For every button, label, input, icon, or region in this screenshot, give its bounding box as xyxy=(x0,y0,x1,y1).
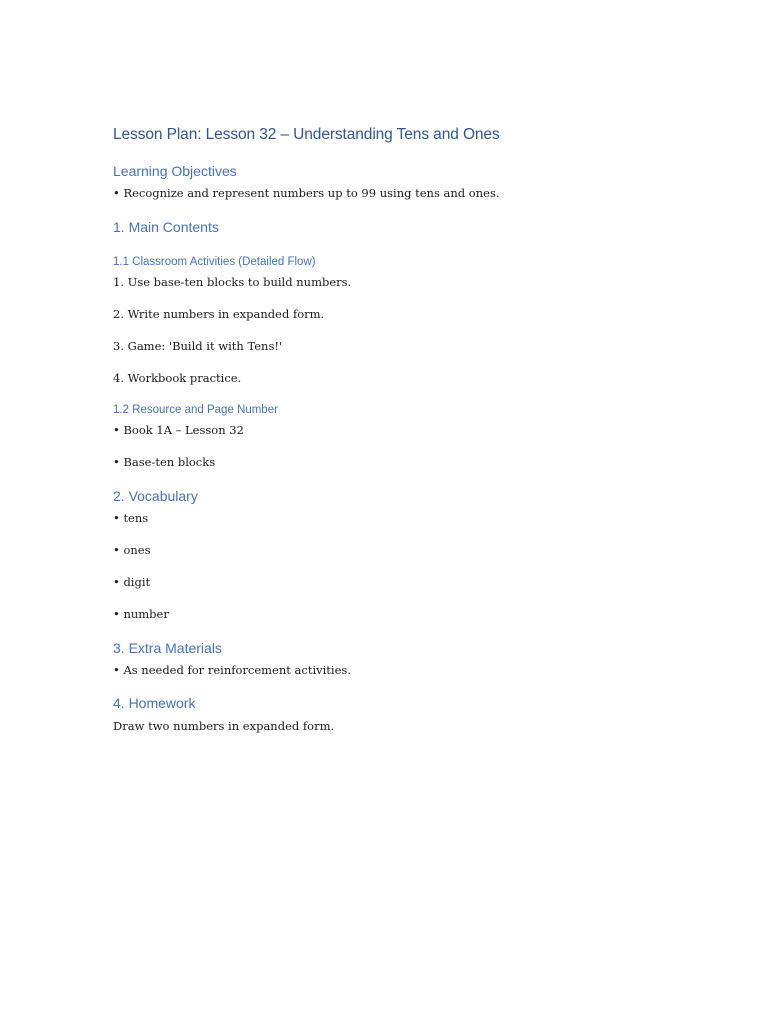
vocabulary-item: • tens xyxy=(113,511,149,525)
activity-item: 1. Use base-ten blocks to build numbers. xyxy=(113,275,352,289)
learning-objectives-heading: Learning Objectives xyxy=(113,163,237,179)
vocabulary-item: • ones xyxy=(113,543,151,557)
activity-item: 3. Game: 'Build it with Tens!' xyxy=(113,339,283,353)
resource-item: • Book 1A – Lesson 32 xyxy=(113,423,244,437)
vocabulary-item: • number xyxy=(113,607,169,621)
homework-heading: 4. Homework xyxy=(113,695,196,711)
vocabulary-heading: 2. Vocabulary xyxy=(113,488,198,504)
activity-item: 4. Workbook practice. xyxy=(113,371,242,385)
main-contents-heading: 1. Main Contents xyxy=(113,219,219,235)
extra-materials-heading: 3. Extra Materials xyxy=(113,640,222,656)
resource-heading: 1.2 Resource and Page Number xyxy=(113,404,278,416)
extra-materials-item: • As needed for reinforcement activities. xyxy=(113,663,351,677)
classroom-activities-heading: 1.1 Classroom Activities (Detailed Flow) xyxy=(113,256,316,268)
activity-item: 2. Write numbers in expanded form. xyxy=(113,307,325,321)
homework-text: Draw two numbers in expanded form. xyxy=(113,719,335,733)
resource-item: • Base-ten blocks xyxy=(113,455,216,469)
document-title: Lesson Plan: Lesson 32 – Understanding Tens and Ones xyxy=(113,126,500,143)
objective-item: • Recognize and represent numbers up to 99 using tens and ones. xyxy=(113,186,500,200)
vocabulary-item: • digit xyxy=(113,575,151,589)
